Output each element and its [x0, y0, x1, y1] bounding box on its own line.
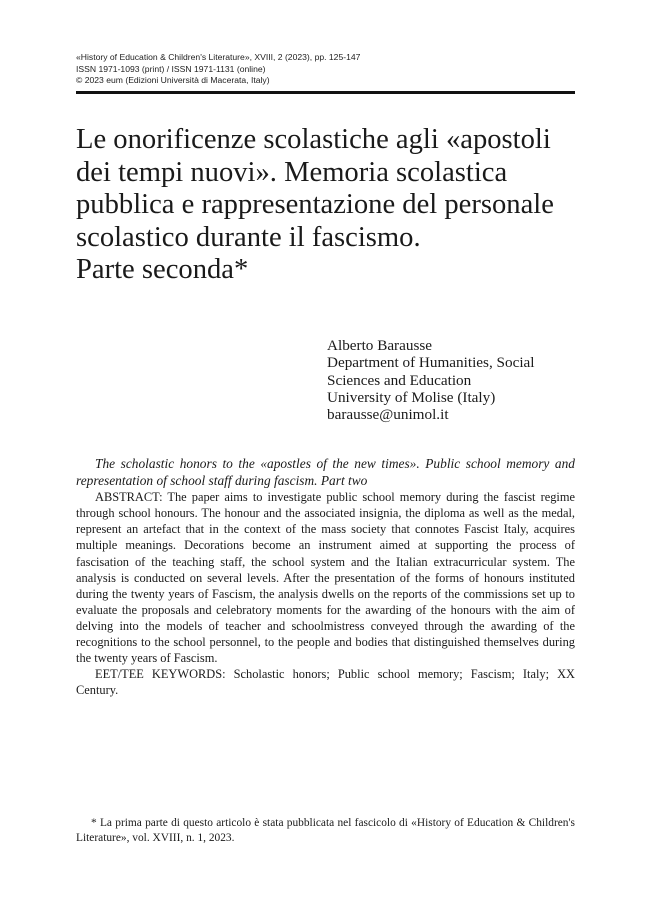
author-email: barausse@unimol.it: [327, 406, 449, 424]
copyright-line: © 2023 eum (Edizioni Università di Macerata, Italy): [76, 75, 270, 86]
abstract-text: ABSTRACT: The paper aims to investigate public school memory during the fascist regime through school honours. The honour and the associated insignia, the diploma as well as the medal, represent an artefact that in the context of the mass society that connotes Fascist Italy, acquires multiple meanings. Decorations become an instrument aimed at supporting the process of fascisation of the teaching staff, the school system and the Italian extracurricular system. The analysis is conducted on several levels. After the presentation of the forms of honours instituted during the twenty years of Fascism, the analysis dwells on the reports of the commissions set up to evaluate the proposals and celebratory moments for the awarding of the honours with the aim of delving into the models of teacher and schoolmistress conveyed through the awarding of the recognitions to the school personnel, to the people and bodies that distinguished themselves during the twenty years of Fascism.: [76, 490, 575, 666]
keywords: EET/TEE KEYWORDS: Scholastic honors; Public school memory; Fascism; Italy; XX Century.: [76, 667, 575, 698]
author-block: [327, 337, 577, 423]
article-title: [76, 124, 576, 287]
issn-line: ISSN 1971-1093 (print) / ISSN 1971-1131 (online): [76, 63, 266, 74]
header-rule: [76, 91, 575, 94]
title-line: scolastico durante il fascismo.: [76, 221, 421, 253]
english-title: The scholastic honors to the «apostles of the new times». Public school memory and representation of school staff during fascism. Part two: [76, 456, 575, 488]
author-name: Alberto Barausse: [327, 337, 433, 354]
author-department: Department of Humanities, Social: [327, 354, 535, 372]
title-line: dei tempi nuovi». Memoria scolastica: [76, 156, 508, 188]
title-line: pubblica e rappresentazione del personale: [76, 189, 554, 221]
footnote-text: * La prima parte di questo articolo è stata pubblicata nel fascicolo di «History of Education & Children's Literature», vol. XVIII, n. 1, 2023.: [76, 817, 575, 844]
journal-header: [76, 52, 576, 87]
title-line: Le onorificenze scolastiche agli «apostoli: [76, 124, 551, 155]
author-university: University of Molise (Italy): [327, 388, 496, 406]
footnote: [76, 816, 575, 846]
journal-citation: «History of Education & Children's Literature», XVIII, 2 (2023), pp. 125-147: [76, 52, 361, 62]
title-line: Parte seconda*: [76, 254, 249, 286]
author-department-cont: Sciences and Education: [327, 371, 472, 389]
abstract-section: [76, 456, 575, 698]
